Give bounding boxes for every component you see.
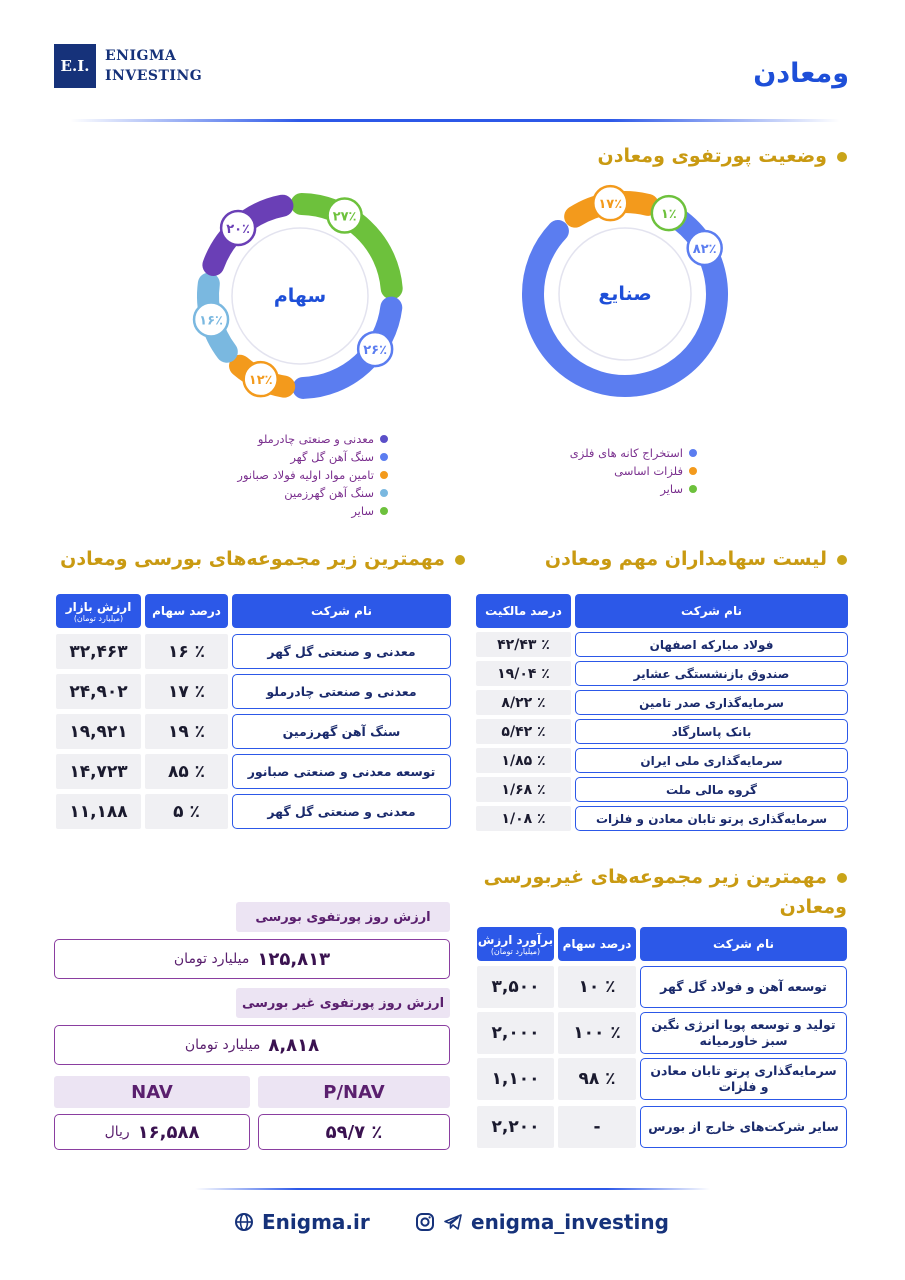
- page-title: ومعادن: [753, 58, 849, 89]
- legend-item: [237, 502, 388, 520]
- unlisted-company-pct: ٪ ۱۰: [558, 966, 636, 1008]
- percent-label: ۲۷٪: [332, 209, 357, 225]
- legend-item: [570, 480, 697, 498]
- logo-text: [105, 46, 202, 86]
- header-divider: [70, 119, 840, 122]
- legend-item: [237, 430, 388, 448]
- portfolio-status-heading: [597, 145, 847, 167]
- legend-label: سایر: [660, 482, 683, 496]
- unlisted-portfolio-value-box: [54, 1025, 450, 1065]
- unlisted-company-value: ۱,۱۰۰: [477, 1058, 554, 1100]
- shareholder-name: سرمایه‌گذاری صدر تامین: [575, 690, 848, 715]
- shareholder-pct: ٪ ۱/۰۸: [476, 806, 571, 831]
- percent-label: ۲۶٪: [363, 343, 388, 359]
- bullet-icon: [455, 555, 465, 565]
- listed-portfolio-unit: میلیارد تومان: [173, 951, 250, 967]
- listed-company-name: معدنی و صنعتی گل گهر: [232, 794, 451, 829]
- nav-value: ۱۶,۵۸۸: [137, 1121, 200, 1143]
- unlisted-portfolio-unit: میلیارد تومان: [184, 1037, 261, 1053]
- industries-legend: [570, 444, 697, 498]
- unlisted-company-name: سایر شرکت‌های خارج از بورس: [640, 1106, 847, 1148]
- shareholder-name: بانک پاسارگاد: [575, 719, 848, 744]
- logo-line2: INVESTING: [105, 68, 203, 84]
- listed-portfolio-label: ارزش روز پورتفوی بورسی: [236, 902, 450, 932]
- percent-label: ۱۶٪: [199, 313, 223, 329]
- legend-dot-icon: [380, 453, 388, 461]
- unlisted-portfolio-label: ارزش روز پورتفوی غیر بورسی: [236, 988, 450, 1018]
- unlisted-heading-line2: ومعادن: [779, 896, 847, 918]
- percent-label: ۸۲٪: [692, 242, 717, 257]
- legend-label: استخراج کانه های فلزی: [569, 446, 683, 460]
- shareholders-heading-text: لیست سهامداران مهم ومعادن: [544, 548, 827, 570]
- industries-donut-chart: [500, 178, 750, 418]
- listed-company-value: ۱۹,۹۲۱: [56, 714, 141, 749]
- pnav-label: P/NAV: [258, 1076, 450, 1108]
- listed-company-name: معدنی و صنعتی گل گهر: [232, 634, 451, 669]
- nav-value-box: [54, 1114, 250, 1150]
- shareholders-heading: [545, 548, 847, 570]
- percent-label: ۱۲٪: [248, 373, 273, 389]
- portfolio-status-heading-text: وضعیت پورتفوی ومعادن: [597, 145, 827, 167]
- listed-col-value-label: ارزش بازار: [65, 599, 132, 614]
- legend-dot-icon: [689, 449, 697, 457]
- shareholders-col-pct: درصد مالکیت: [476, 594, 571, 628]
- listed-company-value: ۲۴,۹۰۲: [56, 674, 141, 709]
- pnav-value-box: [258, 1114, 450, 1150]
- unlisted-company-pct: ٪ ۱۰۰: [558, 1012, 636, 1054]
- unlisted-company-value: ۲,۰۰۰: [477, 1012, 554, 1054]
- percent-label: ۲۰٪: [226, 221, 251, 237]
- unlisted-col-value-unit: (میلیارد تومان): [490, 946, 541, 956]
- footer-website[interactable]: [234, 1210, 370, 1234]
- legend-dot-icon: [380, 507, 388, 515]
- stocks-donut-chart: [180, 178, 420, 418]
- legend-dot-icon: [689, 467, 697, 475]
- unlisted-company-value: ۲,۲۰۰: [477, 1106, 554, 1148]
- shareholders-col-name: نام شرکت: [575, 594, 848, 628]
- listed-company-pct: ٪ ۸۵: [145, 754, 228, 789]
- listed-col-value-unit: (میلیارد تومان): [73, 613, 124, 623]
- unlisted-company-value: ۳,۵۰۰: [477, 966, 554, 1008]
- unlisted-col-value-label: برآورد ارزش: [477, 932, 554, 947]
- unlisted-company-pct: ٪ ۹۸: [558, 1058, 636, 1100]
- website-text[interactable]: Enigma.ir: [262, 1210, 370, 1234]
- stocks-legend: [237, 430, 388, 520]
- shareholder-name: سرمایه‌گذاری ملی ایران: [575, 748, 848, 773]
- legend-label: معدنی و صنعتی چادرملو: [257, 432, 374, 446]
- listed-company-value: ۱۱,۱۸۸: [56, 794, 141, 829]
- unlisted-company-name: تولید و توسعه پویا انرژی نگین سبز خاورمیانه: [640, 1012, 847, 1054]
- unlisted-col-pct: درصد سهام: [558, 927, 636, 961]
- nav-unit: ریال: [104, 1124, 130, 1140]
- listed-company-value: ۱۴,۷۲۳: [56, 754, 141, 789]
- unlisted-heading-line1: مهمترین زیر مجموعه‌های غیربورسی: [483, 866, 827, 888]
- listed-company-pct: ٪ ۱۶: [145, 634, 228, 669]
- unlisted-col-name: نام شرکت: [640, 927, 847, 961]
- unlisted-subs-heading: [484, 862, 847, 922]
- listed-col-pct: درصد سهام: [145, 594, 228, 628]
- percent-label: ۱٪: [660, 207, 677, 223]
- legend-label: سنگ آهن گهرزمین: [284, 486, 374, 500]
- legend-item: [237, 484, 388, 502]
- legend-item: [237, 466, 388, 484]
- legend-dot-icon: [380, 435, 388, 443]
- legend-dot-icon: [380, 471, 388, 479]
- bullet-icon: [837, 873, 847, 883]
- shareholder-pct: ٪ ۱/۸۵: [476, 748, 571, 773]
- unlisted-col-value: [477, 927, 554, 961]
- handle-text[interactable]: enigma_investing: [471, 1210, 669, 1234]
- instagram-icon: [415, 1212, 435, 1232]
- shareholder-pct: ٪ ۸/۲۲: [476, 690, 571, 715]
- unlisted-company-pct: -: [558, 1106, 636, 1148]
- unlisted-portfolio-value: ۸,۸۱۸: [268, 1034, 320, 1056]
- listed-portfolio-value: ۱۲۵,۸۱۳: [257, 948, 331, 970]
- listed-subs-heading: [60, 548, 465, 570]
- bullet-icon: [837, 555, 847, 565]
- listed-company-pct: ٪ ۵: [145, 794, 228, 829]
- listed-col-name: نام شرکت: [232, 594, 451, 628]
- shareholder-name: فولاد مبارکه اصفهان: [575, 632, 848, 657]
- listed-company-pct: ٪ ۱۹: [145, 714, 228, 749]
- percent-label: ۱۷٪: [598, 197, 623, 213]
- nav-label: NAV: [54, 1076, 250, 1108]
- legend-item: [570, 462, 697, 480]
- shareholder-name: صندوق بازنشستگی عشایر: [575, 661, 848, 686]
- listed-subs-heading-text: مهمترین زیر مجموعه‌های بورسی ومعادن: [60, 548, 445, 570]
- listed-company-value: ۳۲,۴۶۳: [56, 634, 141, 669]
- shareholder-pct: ٪ ۱۹/۰۴: [476, 661, 571, 686]
- pnav-value: ٪ ۵۹/۷: [325, 1121, 383, 1143]
- shareholder-name: گروه مالی ملت: [575, 777, 848, 802]
- footer-social[interactable]: [415, 1210, 669, 1234]
- stocks-donut-title: سهام: [273, 285, 327, 307]
- shareholder-name: سرمایه‌گذاری پرتو تابان معادن و فلزات: [575, 806, 848, 831]
- legend-dot-icon: [380, 489, 388, 497]
- logo-mark: E.I.: [54, 44, 96, 88]
- shareholder-pct: ٪ ۴۲/۴۳: [476, 632, 571, 657]
- legend-label: تامین مواد اولیه فولاد صبانور: [237, 468, 374, 482]
- legend-item: [237, 448, 388, 466]
- footer-divider: [195, 1188, 710, 1190]
- unlisted-company-name: سرمایه‌گذاری پرتو تابان معادن و فلزات: [640, 1058, 847, 1100]
- unlisted-company-name: توسعه آهن و فولاد گل گهر: [640, 966, 847, 1008]
- shareholder-pct: ٪ ۱/۶۸: [476, 777, 571, 802]
- industries-donut-title: صنایع: [598, 283, 652, 305]
- listed-company-name: معدنی و صنعتی چادرملو: [232, 674, 451, 709]
- listed-company-name: توسعه معدنی و صنعتی صبانور: [232, 754, 451, 789]
- logo-line1: ENIGMA: [105, 48, 177, 64]
- legend-label: سایر: [351, 504, 374, 518]
- listed-company-pct: ٪ ۱۷: [145, 674, 228, 709]
- telegram-icon: [443, 1212, 463, 1232]
- legend-dot-icon: [689, 485, 697, 493]
- bullet-icon: [837, 152, 847, 162]
- listed-col-value: [56, 594, 141, 628]
- globe-icon: [234, 1212, 254, 1232]
- listed-company-name: سنگ آهن گهرزمین: [232, 714, 451, 749]
- shareholder-pct: ٪ ۵/۴۲: [476, 719, 571, 744]
- legend-item: [570, 444, 697, 462]
- legend-label: سنگ آهن گل گهر: [290, 450, 374, 464]
- listed-portfolio-value-box: [54, 939, 450, 979]
- legend-label: فلزات اساسی: [614, 464, 683, 478]
